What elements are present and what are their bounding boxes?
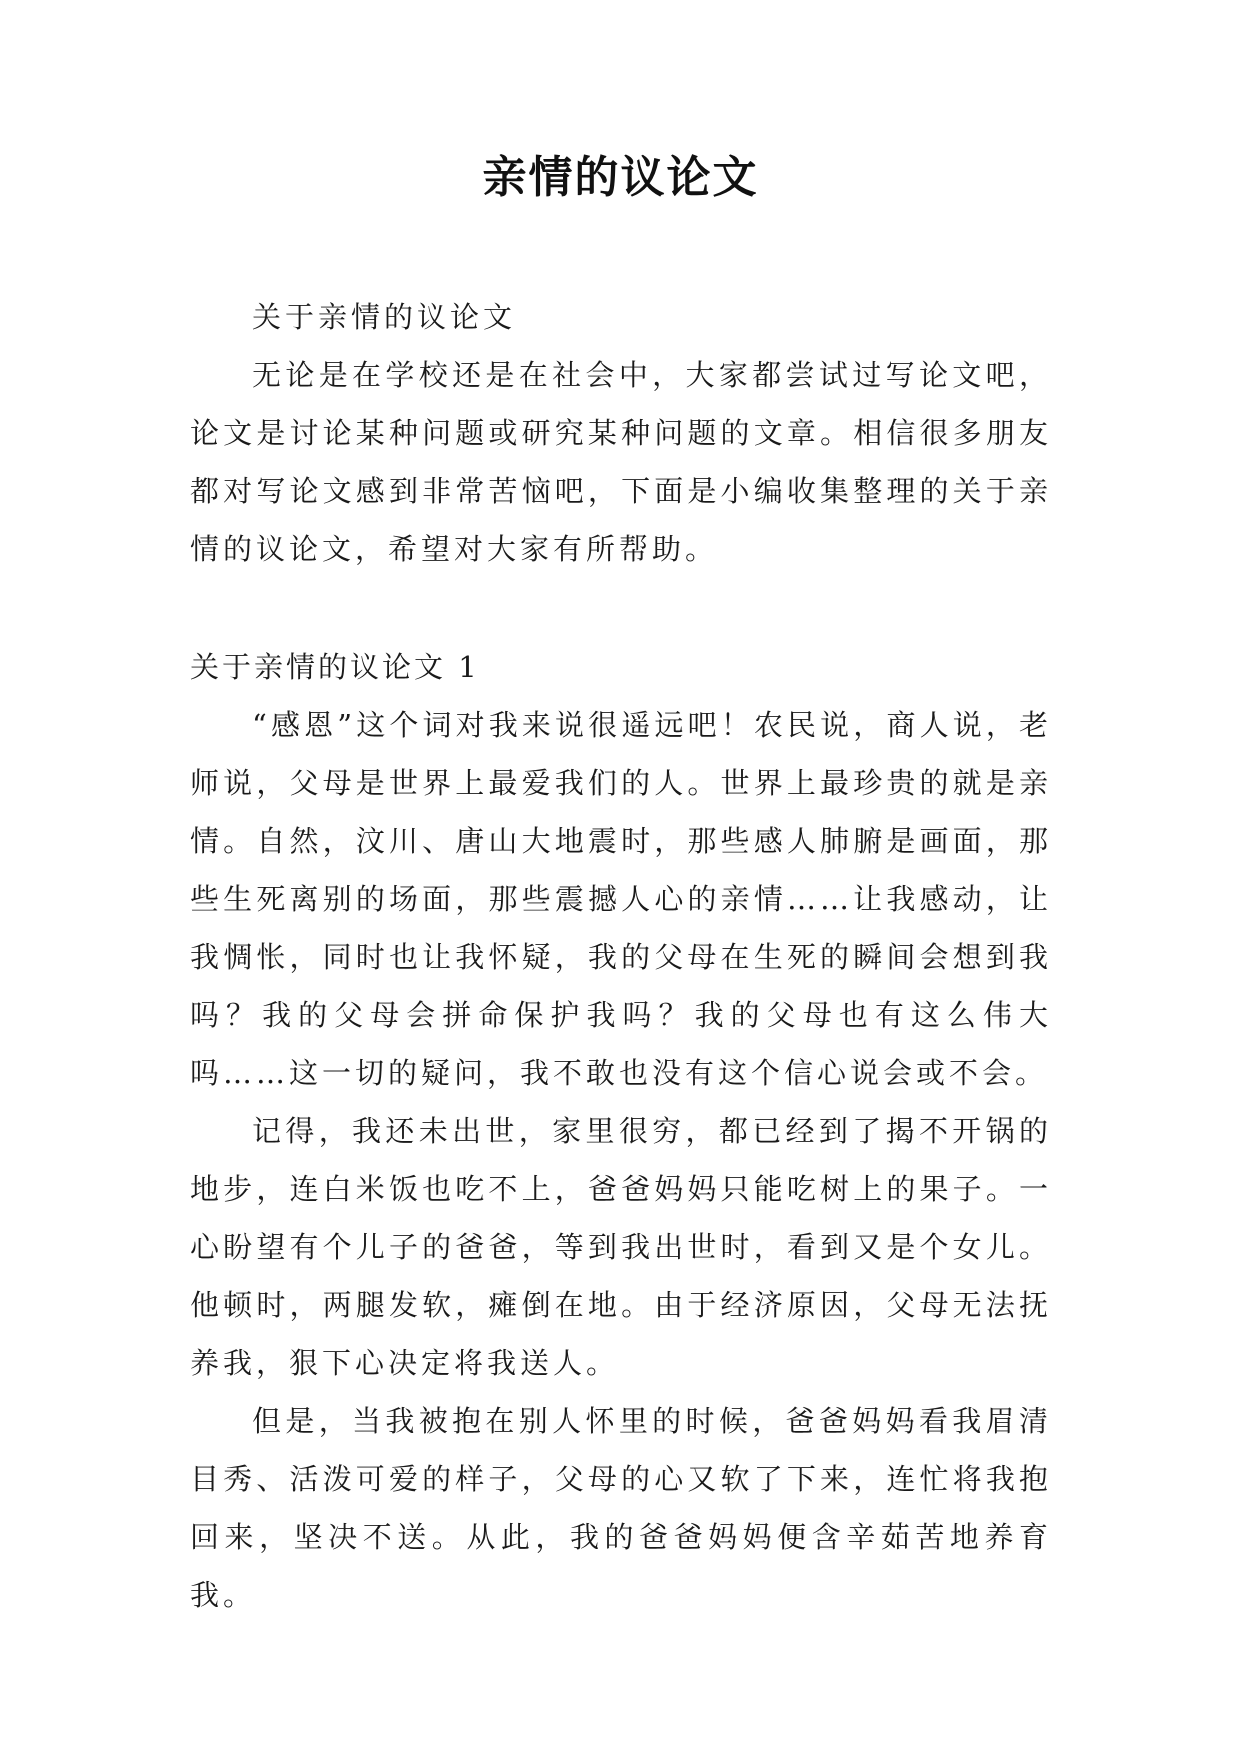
subtitle-paragraph: 关于亲情的议论文 — [252, 300, 517, 334]
body-paragraph-3: 但是，当我被抱在别人怀里的时候，爸爸妈妈看我眉清目秀、活泼可爱的样子，父母的心又软了下来，连忙将我抱回来，坚决不送。从此，我的爸爸妈妈便含辛茹苦地养育我。 — [190, 1404, 1052, 1612]
document-body — [190, 288, 1052, 1624]
section-heading: 关于亲情的议论文 1 — [190, 650, 480, 684]
body-paragraph-1: “感恩”这个词对我来说很遥远吧！农民说，商人说，老师说，父母是世界上最爱我们的人。世界上最珍贵的就是亲情。自然，汶川、唐山大地震时，那些感人肺腑是画面，那些生死离别的场面，那些震撼人心的亲情……让我感动，让我惆怅，同时也让我怀疑，我的父母在生死的瞬间会想到我吗？我的父母会拼命保护我吗？我的父母也有这么伟大吗……这一切的疑问，我不敢也没有这个信心说会或不会。 — [190, 708, 1052, 1090]
body-paragraph-2: 记得，我还未出世，家里很穷，都已经到了揭不开锅的地步，连白米饭也吃不上，爸爸妈妈只能吃树上的果子。一心盼望有个儿子的爸爸，等到我出世时，看到又是个女儿。他顿时，两腿发软，瘫倒在地。由于经济原因，父母无法抚养我，狠下心决定将我送人。 — [190, 1114, 1052, 1380]
document-title: 亲情的议论文 — [482, 152, 759, 203]
intro-paragraph: 无论是在学校还是在社会中，大家都尝试过写论文吧，论文是讨论某种问题或研究某种问题的文章。相信很多朋友都对写论文感到非常苦恼吧，下面是小编收集整理的关于亲情的议论文，希望对大家有所帮助。 — [190, 358, 1052, 566]
